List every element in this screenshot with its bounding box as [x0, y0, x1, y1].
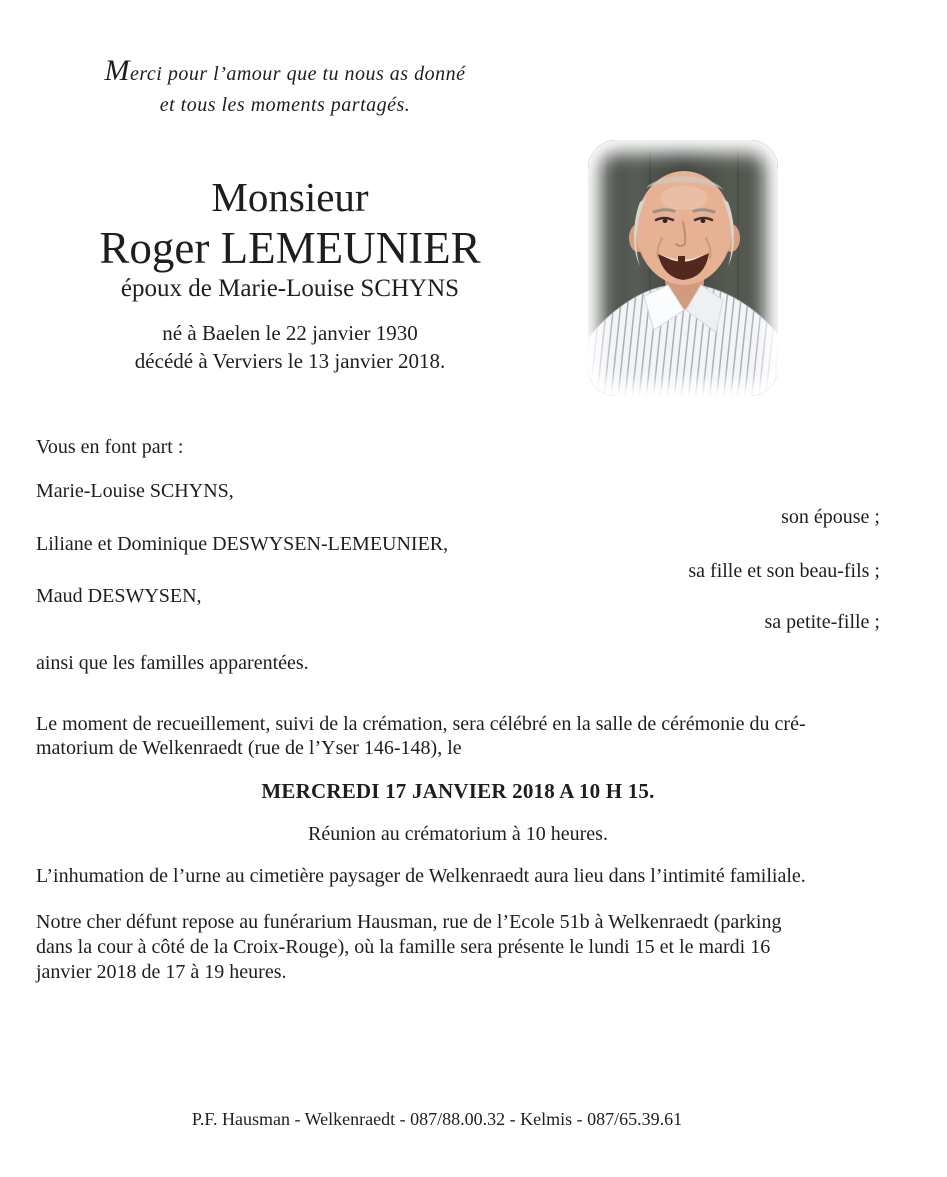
mourner-relation: son épouse ; [781, 506, 880, 528]
quote-initial-letter: M [104, 54, 131, 87]
visitation-line: Notre cher défunt repose au funérarium Hausman, rue de l’Ecole 51b à Welkenraedt (parking [36, 911, 782, 933]
deceased-header [30, 172, 550, 375]
quote-line-2: et tous les moments partagés. [159, 94, 411, 116]
deceased-name: Roger LEMEUNIER [99, 223, 481, 273]
mourner-relation: sa fille et son beau-fils ; [688, 560, 880, 582]
death-line: décédé à Verviers le 13 janvier 2018. [134, 349, 446, 373]
quote-line-1: erci pour l’amour que tu nous as donné [130, 63, 466, 85]
ceremony-date: MERCREDI 17 JANVIER 2018 A 10 H 15. [261, 779, 655, 803]
birth-line: né à Baelen le 22 janvier 1930 [162, 321, 418, 345]
mourner-relation: sa petite-fille ; [764, 611, 880, 633]
funeral-home-contact: P.F. Hausman - Welkenraedt - 087/88.00.32 - Kelmis - 087/65.39.61 [191, 1109, 683, 1129]
families-line: ainsi que les familles apparentées. [36, 652, 309, 674]
mourner-name: Liliane et Dominique DESWYSEN-LEMEUNIER, [36, 533, 449, 555]
portrait-illustration [588, 140, 778, 396]
deceased-title: Monsieur [211, 174, 369, 220]
visitation-line: janvier 2018 de 17 à 19 heures. [36, 961, 287, 983]
spouse-line: époux de Marie-Louise SCHYNS [120, 275, 460, 302]
mourner-name: Maud DESWYSEN, [36, 585, 202, 607]
meeting-line: Réunion au crématorium à 10 heures. [308, 823, 608, 845]
ceremony-paragraph-line: matorium de Welkenraedt (rue de l’Yser 146-148), le [36, 737, 462, 759]
life-dates [30, 319, 550, 375]
opening-quote [45, 56, 525, 121]
announcement-intro: Vous en font part : [36, 436, 184, 458]
ceremony-paragraph [36, 712, 912, 760]
ceremony-paragraph-line: Le moment de recueillement, suivi de la crémation, sera célébré en la salle de cérémonie du cré- [36, 713, 806, 735]
portrait-photo [588, 140, 778, 396]
inhumation-line: L’inhumation de l’urne au cimetière paysager de Welkenraedt aura lieu dans l’intimité familiale. [36, 865, 806, 887]
visitation-line: dans la cour à côté de la Croix-Rouge), où la famille sera présente le lundi 15 et le mardi 16 [36, 936, 771, 958]
visitation-paragraph [36, 910, 912, 985]
mourner-name: Marie-Louise SCHYNS, [36, 480, 234, 502]
